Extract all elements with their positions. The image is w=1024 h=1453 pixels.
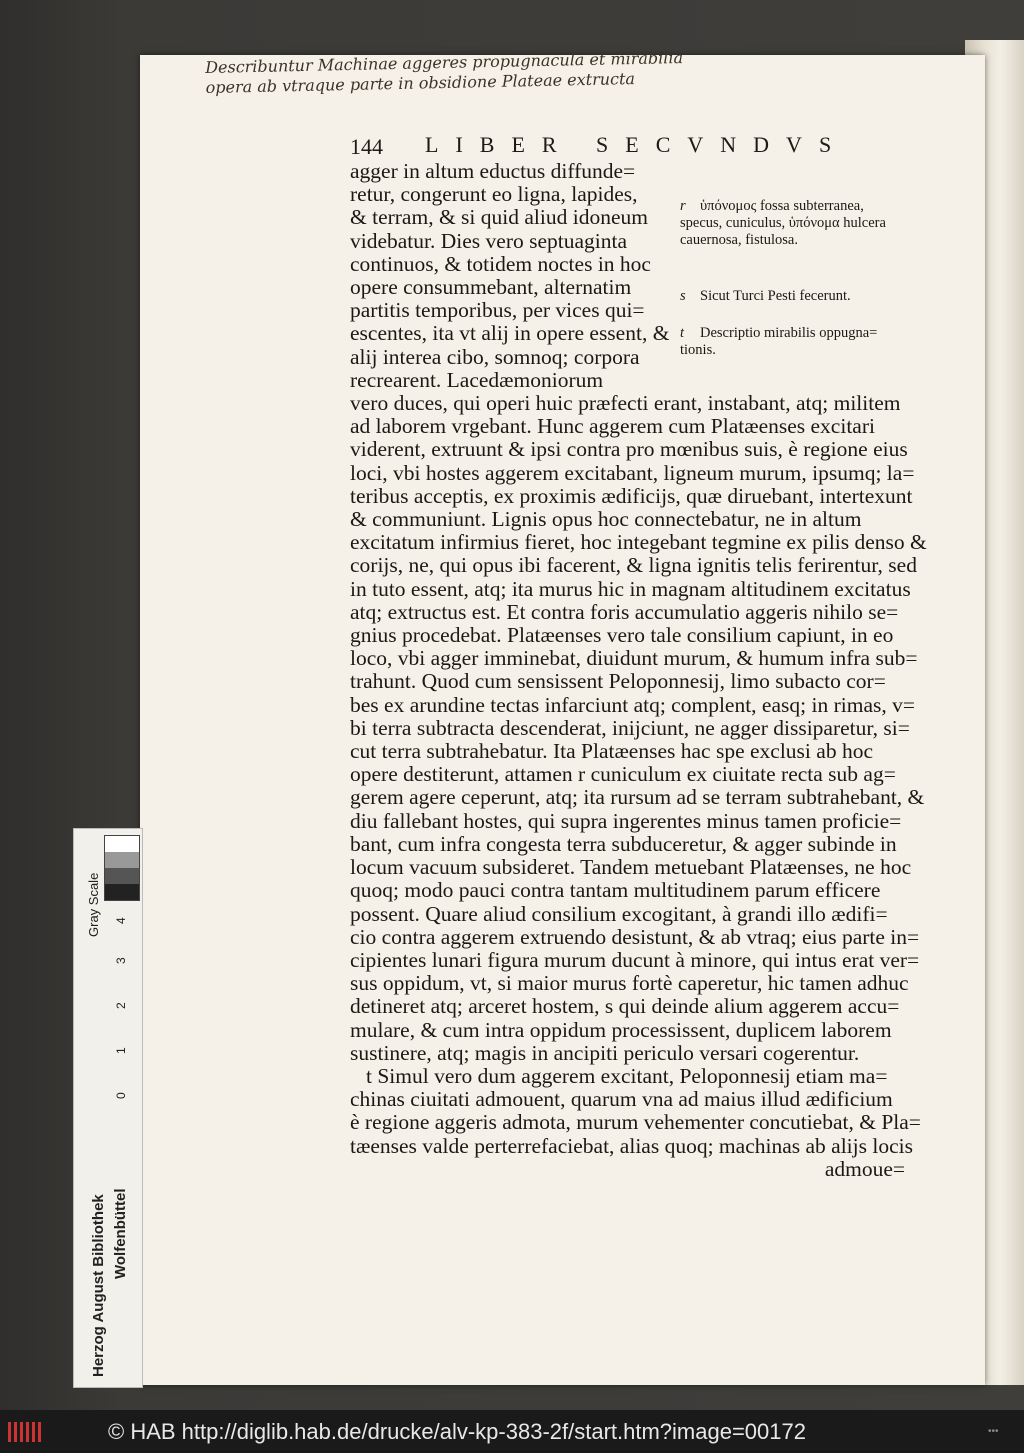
marginal-marker: t bbox=[680, 325, 685, 341]
body-line: & terram, & si quid aliud idoneum bbox=[350, 205, 648, 230]
body-line: quoq; modo pauci contra tantam multitudinem parum efficere bbox=[350, 878, 881, 903]
marginal-marker: s bbox=[680, 288, 686, 304]
marginal-line: Sicut Turci Pesti fecerunt. bbox=[700, 288, 851, 304]
body-text bbox=[350, 159, 927, 1181]
body-line: gerem agere ceperunt, atq; ita rursum ad se terram subtrahebant, & bbox=[350, 785, 925, 810]
body-line: opere destiterunt, attamen r cuniculum ex ciuitate recta sub ag= bbox=[350, 762, 896, 787]
marginal-line: Descriptio mirabilis oppugna= bbox=[700, 325, 878, 341]
body-line: alij interea cibo, somnoq; corpora bbox=[350, 344, 640, 369]
page-header bbox=[350, 132, 870, 162]
ruler-tick: 1 bbox=[114, 1047, 128, 1054]
hab-logo-icon bbox=[8, 1422, 44, 1442]
body-line: diu fallebant hostes, qui supra ingerentes minus tamen proficie= bbox=[350, 808, 902, 833]
body-line: bes ex arundine tectas infarciunt atq; complent, easq; in rimas, v= bbox=[350, 692, 915, 717]
marginal-line: cauernosa, fistulosa. bbox=[680, 232, 798, 248]
footer-dots-icon: ••• bbox=[988, 1426, 999, 1437]
body-line: retur, congerunt eo ligna, lapides, bbox=[350, 182, 638, 207]
body-line: detineret atq; arceret hostem, s qui deinde alium aggerem accu= bbox=[350, 994, 900, 1019]
marginal-marker: r bbox=[680, 198, 686, 214]
body-line: escentes, ita vt alij in opere essent, & bbox=[350, 321, 670, 346]
body-line: agger in altum eductus diffunde= bbox=[350, 159, 636, 183]
body-line: bi terra subtracta descenderat, inijciunt, ne agger dissiparetur, si= bbox=[350, 715, 910, 740]
body-line: cipientes lunari figura murum ducunt à minore, qui intus erat ver= bbox=[350, 947, 920, 972]
gray-scale-ruler bbox=[73, 828, 143, 1388]
body-line: sus oppidum, vt, si maior murus fortè caperetur, hic tamen adhuc bbox=[350, 971, 909, 996]
body-line: t Simul vero dum aggerem excitant, Peloponnesij etiam ma= bbox=[366, 1063, 888, 1088]
ruler-tick: 0 bbox=[114, 1092, 128, 1099]
body-line: opere consummebant, alternatim bbox=[350, 275, 632, 300]
marginal-note-s bbox=[680, 288, 910, 305]
gray-swatches bbox=[104, 835, 140, 901]
body-line: videbatur. Dies vero septuaginta bbox=[350, 228, 628, 253]
body-line: in tuto essent, atq; ita murus hic in magnam altitudinem excitatus bbox=[350, 576, 911, 601]
body-line: loci, vbi hostes aggerem excitabant, ligneum murum, ipsumq; la= bbox=[350, 460, 915, 485]
handwritten-line-2: opera ab vtraque parte in obsidione Plateae extructa bbox=[205, 69, 636, 97]
ruler-tick: 3 bbox=[114, 957, 128, 964]
body-line: atq; extructus est. Et contra foris accumulatio aggeris nihilo se= bbox=[350, 599, 899, 624]
library-name: Herzog August Bibliothek bbox=[90, 1194, 107, 1377]
marginal-line: ὑπόνομος fossa subterranea, bbox=[700, 198, 864, 214]
body-line: vero duces, qui operi huic præfecti erant, instabant, atq; militem bbox=[350, 391, 901, 416]
marginal-note-t bbox=[680, 325, 910, 359]
handwritten-line-1: Describuntur Machinae aggeres propugnacula et mirabilia bbox=[205, 47, 684, 77]
body-line: trahunt. Quod cum sensissent Peloponnesij, limo subacto cor= bbox=[350, 669, 886, 694]
body-line: excitatum infirmius fieret, hoc integebant tegmine ex pilis denso & bbox=[350, 530, 927, 555]
gray-scale-label: Gray Scale bbox=[86, 872, 101, 937]
marginal-line: tionis. bbox=[680, 342, 716, 358]
body-line: continuos, & totidem noctes in hoc bbox=[350, 251, 651, 276]
body-line: gnius procedebat. Platæenses vero tale consilium capiunt, in eo bbox=[350, 623, 894, 648]
marginal-line: specus, cuniculus, ὑπόνομα hulcera bbox=[680, 215, 886, 231]
body-line: loco, vbi agger imminebat, diuidunt murum, & humum infra sub= bbox=[350, 646, 918, 671]
library-city: Wolfenbüttel bbox=[112, 1188, 129, 1279]
body-line: ad laborem vrgebant. Hunc aggerem cum Platæenses excitari bbox=[350, 414, 875, 439]
body-line: partitis temporibus, per vices qui= bbox=[350, 298, 645, 323]
footer-bar bbox=[0, 1410, 1024, 1453]
body-line: cut terra subtrahebatur. Ita Platæenses hac spe exclusi ab hoc bbox=[350, 739, 873, 764]
body-line: & communiunt. Lignis opus hoc connectebatur, ne in altum bbox=[350, 507, 862, 532]
body-line: viderent, extruunt & ipsi contra pro mœnibus suis, è regione eius bbox=[350, 437, 908, 462]
running-head: LIBER SECVNDVS bbox=[425, 132, 849, 157]
body-line: cio contra aggerem extruendo desistunt, & ab vtraq; eius parte in= bbox=[350, 924, 920, 949]
body-line: sustinere, atq; magis in ancipiti periculo versari cogerentur. bbox=[350, 1040, 860, 1065]
page-number: 144 bbox=[350, 134, 383, 159]
marginal-note-r bbox=[680, 198, 910, 249]
body-line: admoue= bbox=[824, 1156, 905, 1181]
body-line: tæenses valde perterrefaciebat, alias quoq; machinas ab alijs locis bbox=[350, 1133, 913, 1158]
body-line: è regione aggeris admota, murum vehementer concutiebat, & Pla= bbox=[350, 1110, 921, 1135]
ruler-tick: 4 bbox=[114, 917, 128, 924]
body-line: locum vacuum subsideret. Tandem metuebant Platæenses, ne hoc bbox=[350, 855, 912, 880]
body-line: possent. Quare aliud consilium excogitant, à grandi illo ædifi= bbox=[350, 901, 888, 926]
footer-copyright-link[interactable]: © HAB http://diglib.hab.de/drucke/alv-kp-383-2f/start.htm?image=00172 bbox=[108, 1419, 806, 1444]
ruler-tick: 2 bbox=[114, 1002, 128, 1009]
body-line: bant, cum infra congesta terra subduceretur, & agger subinde in bbox=[350, 831, 897, 856]
body-line: recrearent. Lacedæmoniorum bbox=[350, 367, 604, 392]
body-line: mulare, & cum intra oppidum processissent, duplicem laborem bbox=[350, 1017, 892, 1042]
body-line: chinas ciuitati admouent, quarum vna ad maius illud ædificium bbox=[350, 1087, 893, 1112]
body-line: corijs, ne, qui opus ibi facerent, & ligna ignitis telis ferirentur, sed bbox=[350, 553, 917, 578]
body-line: teribus acceptis, ex proximis ædificijs, quæ diruebant, intertexunt bbox=[350, 483, 913, 508]
